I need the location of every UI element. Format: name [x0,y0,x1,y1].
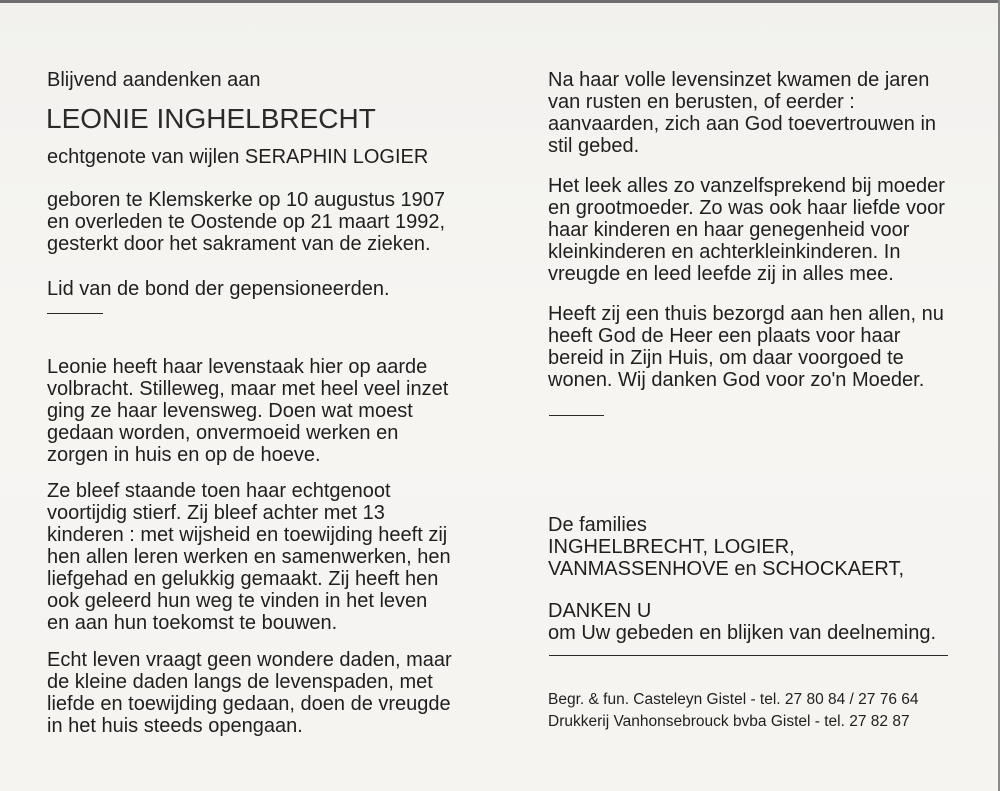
deceased-name: LEONIE INGHELBRECHT [46,103,376,134]
paragraph-line: van rusten en berusten, of eerder : [548,91,855,113]
life-line: geboren te Klemskerke op 10 augustus 1907 [47,189,446,211]
paragraph-line: liefde en toewijding gedaan, doen de vreugde [47,693,451,715]
divider-short [549,415,604,416]
paragraph-line: hen allen leren werken en samenwerken, hen [47,546,451,568]
paragraph-line: Heeft zij een thuis bezorgd aan hen allen, nu [548,303,944,325]
paragraph-line: vreugde en leed leefde zij in alles mee. [548,263,894,285]
paragraph-line: voortijdig stierf. Zij bleef achter met 13 [47,502,385,524]
credits-line: Drukkerij Vanhonsebrouck bvba Gistel - tel. 27 82 87 [548,713,910,730]
paragraph-line: Echt leven vraagt geen wondere daden, maar [47,649,452,671]
paragraph-line: stil gebed. [548,135,640,157]
scan-edge-top [0,0,1000,3]
credits-line: Begr. & fun. Casteleyn Gistel - tel. 27 80 84 / 27 76 64 [548,691,919,708]
life-line: en overleden te Oostende op 21 maart 1992, [47,211,446,233]
paragraph-line: Ze bleef staande toen haar echtgenoot [47,480,391,502]
paragraph-line: en aan hun toekomst te bouwen. [47,612,338,634]
divider-short [47,313,103,314]
paragraph-line: kinderen : met wijsheid en toewijding heeft zij [47,524,448,546]
paragraph-line: aanvaarden, zich aan God toevertrouwen in [548,113,937,135]
thanks-line: om Uw gebeden en blijken van deelneming. [548,622,937,644]
paragraph-line: Het leek alles zo vanzelfsprekend bij moeder [548,175,945,197]
paragraph-line: zorgen in huis en op de hoeve. [47,444,321,466]
paragraph-line: volbracht. Stilleweg, maar met heel veel inzet [47,378,449,400]
paragraph-line: haar kinderen en haar genegenheid voor [548,219,910,241]
paragraph-line: wonen. Wij danken God voor zo'n Moeder. [548,369,925,391]
paragraph-line: Na haar volle levensinzet kwamen de jaren [548,69,930,91]
families-line: INGHELBRECHT, LOGIER, [548,536,795,558]
paragraph-line: de kleine daden langs de levenspaden, met [47,671,433,693]
spouse-line: echtgenote van wijlen SERAPHIN LOGIER [47,146,429,168]
families-line: De families [548,514,647,536]
paragraph-line: Leonie heeft haar levenstaak hier op aarde [47,356,428,378]
paragraph-line: bereid in Zijn Huis, om daar voorgoed te [548,347,904,369]
paragraph-line: ging ze haar levensweg. Doen wat moest [47,400,413,422]
paragraph-line: liefgehad en gelukkig gemaakt. Zij heeft hen [47,568,439,590]
thanks-line: DANKEN U [548,600,652,622]
membership-line: Lid van de bond der gepensioneerden. [47,278,390,300]
paragraph-line: ook geleerd hun weg te vinden in het leven [47,590,428,612]
paragraph-line: gedaan worden, onvermoeid werken en [47,422,399,444]
memorial-heading: Blijvend aandenken aan [47,69,261,91]
paragraph-line: heeft God de Heer een plaats voor haar [548,325,901,347]
life-line: gesterkt door het sakrament van de zieken. [47,233,431,255]
paragraph-line: in het huis steeds opengaan. [47,715,303,737]
paragraph-line: en grootmoeder. Zo was ook haar liefde voor [548,197,945,219]
paragraph-line: kleinkinderen en achterkleinkinderen. In [548,241,901,263]
divider-long [549,655,948,656]
families-line: VANMASSENHOVE en SCHOCKAERT, [548,558,905,580]
